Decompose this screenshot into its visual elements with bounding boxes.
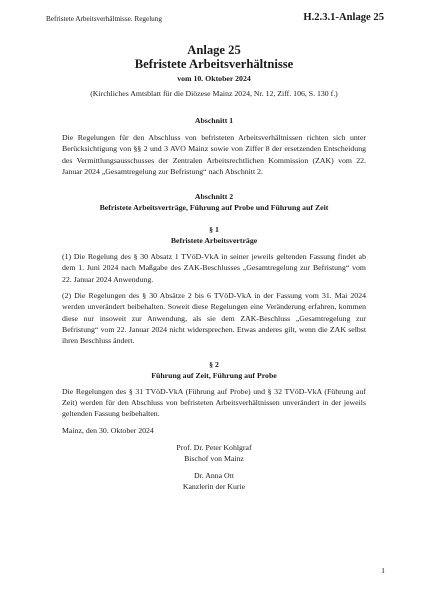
signatory-2-name: Dr. Anna Ott [193,471,235,481]
document-title: Anlage 25 [187,43,241,57]
signatory-2-role: Kanzlerin der Kurie [182,482,246,492]
abschnitt-2-subheading: Befristete Arbeitsverträge, Führung auf Probe und Führung auf Zeit [99,203,329,213]
document-source: (Kirchliches Amtsblatt für die Diözese Mainz 2024, Nr. 12, Ziff. 106, S. 130 f.) [90,89,338,98]
page-number: 1 [381,566,385,575]
abschnitt-1-heading: Abschnitt 1 [194,116,234,125]
paragraph-1-item-2: (2) Die Regelungen des § 30 Absätze 2 bis 6 TVöD-VkA in der Fassung vom 31. Mai 2024 werden unverändert beibehalten. Soweit diese Regelungen eine Veränderung erfahren, kommen diese nur insoweit zur Anwendung, als sie dem ZAK-Beschluss „Gesamtregelung zur Befristung“ vom 22. Januar 2024 nicht widersprechen. Etwas anderes gilt, wenn die ZAK selbst ihren Beschluss ändert. [62,291,366,346]
document-date: vom 10. Oktober 2024 [177,74,251,83]
signatory-1-role: Bischof von Mainz [184,454,244,464]
abschnitt-1-text: Die Regelungen für den Abschluss von befristeten Arbeitsverhältnissen richten sich unter Berücksichtigung von §§ 2 und 3 AVO Mainz sowie von Ziffer 8 der ersetzenden Entscheidung des Vermittlungsausschusses der Zentralen Arbeitsrechtlichen Kommission (ZAK) vom 22. Januar 2024 „Gesamtregelung zur Befristung“ nach Abschnitt 2. [62,133,366,176]
paragraph-1-number: § 1 [209,225,219,235]
running-header-right: H.2.3.1-Anlage 25 [303,12,384,23]
paragraph-2-title: Führung auf Zeit, Führung auf Probe [151,370,277,380]
signatory-1-name: Prof. Dr. Peter Kohlgraf [176,443,252,453]
paragraph-1-item-1: (1) Die Regelung des § 30 Absatz 1 TVöD-VkA in seiner jeweils geltenden Fassung findet ab dem 1. Juni 2024 nach Maßgabe des ZAK-Beschlusses „Gesamtregelung zur Befristung“ vom 22. Januar 2024 Anwendung. [62,252,366,284]
paragraph-1-title: Befristete Arbeitsverträge [170,236,258,246]
running-header-left: Befristete Arbeitsverhältnisse. Regelung [46,15,162,23]
abschnitt-2-heading: Abschnitt 2 [194,192,234,202]
place-and-date: Mainz, den 30. Oktober 2024 [62,426,154,436]
document-subtitle: Befristete Arbeitsverhältnisse [134,57,294,71]
document-body [62,43,366,492]
paragraph-2-number: § 2 [209,359,219,369]
paragraph-2-text: Die Regelungen des § 31 TVöD-VkA (Führung auf Probe) und § 32 TVöD-VkA (Führung auf Zeit) werden für den Abschluss von befristeten Arbeitsverhältnissen unverändert in der jeweils geltenden Fassung beibehalten. [62,386,366,419]
